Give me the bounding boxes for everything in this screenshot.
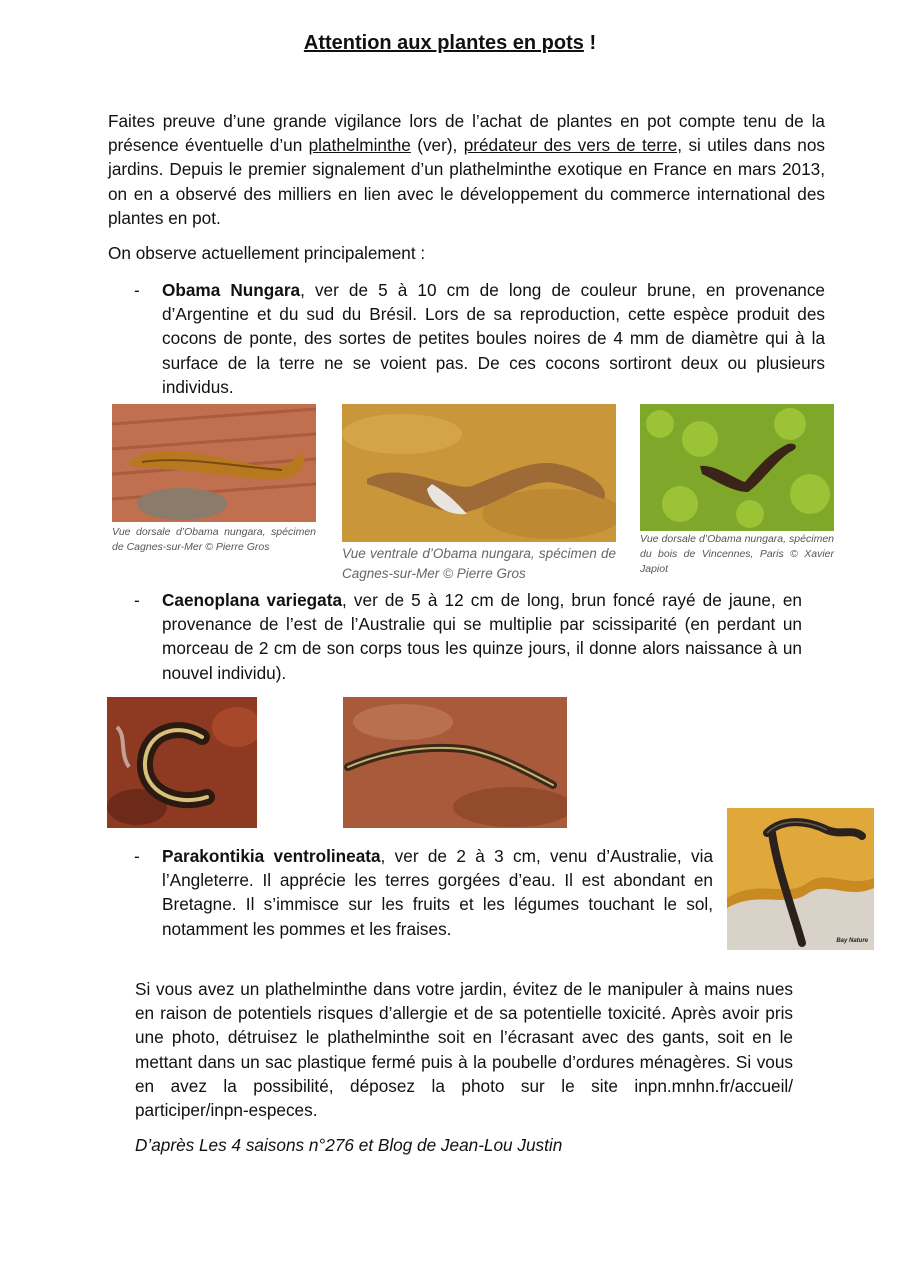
- bullet-dash: -: [134, 846, 140, 866]
- photo-obama-ventral: [342, 404, 616, 542]
- species-caenoplana-variegata: [162, 588, 802, 685]
- intro-term-plathelminthe: plathelminthe: [308, 135, 411, 156]
- page-title-suffix: !: [583, 32, 597, 54]
- species-description: , ver de 5 à 10 cm de long de couleur brune, en provenance d’Argentine et du sud du Brésil. Lors de sa reproduction, cette espèce produit des cocons de ponte, des sortes de petites boules noires de 4 mm de diamètre qui à la surface de la terre ne se voient pas. De ces cocons sortiront deux ou plusieurs individus.: [162, 280, 825, 397]
- photo-parakontikia: [727, 808, 874, 950]
- intro-text-3: si utiles dans nos jardins. Depuis le premier signalement d’un plathelminthe exotique en France en mars 2013, on en a observé des milliers en lien avec le développement du commerce international des plantes en pot.: [108, 135, 826, 228]
- species-name: Caenoplana variegata: [162, 590, 343, 610]
- species-name: Parakontikia ventrolineata: [162, 846, 381, 866]
- photo-obama-dorsal-2: [640, 404, 834, 531]
- caption-photo-2: Vue ventrale d’Obama nungara, spécimen de Cagnes-sur-Mer © Pierre Gros: [342, 546, 616, 581]
- caption-photo-3: Vue dorsale d’Obama nungara, spécimen du bois de Vincennes, Paris © Xavier Japiot: [640, 533, 834, 575]
- species-obama-nungara: [162, 278, 825, 399]
- page-title: [0, 32, 900, 55]
- photo-obama-dorsal-1: [112, 404, 316, 522]
- photo-caenoplana-coiled: [107, 697, 257, 828]
- observe-line: On observe actuellement principalement :: [108, 243, 426, 263]
- photo-caenoplana-straight: [343, 697, 567, 828]
- species-description: , ver de 2 à 3 cm, venu d’Australie, via l’Angleterre. Il apprécie les terres gorgées d’eau. Il est abondant en Bretagne. Il s’immisce sur les fruits et les légumes touchant le sol, notamment les pommes et les fraises.: [162, 846, 713, 939]
- page-title-main: Attention aux plantes en pots: [303, 32, 584, 54]
- intro-paragraph: [108, 109, 825, 230]
- caption-photo-1: Vue dorsale d’Obama nungara, spécimen de Cagnes-sur-Mer © Pierre Gros: [112, 526, 316, 553]
- intro-term-predateur: prédateur des vers de terre,: [463, 135, 683, 156]
- bullet-dash: -: [134, 280, 140, 300]
- advice-paragraph: Si vous avez un plathelminthe dans votre jardin, évitez de le manipuler à mains nues en raison de potentiels risques d’allergie et de sa potentielle toxicité. Après avoir pris une photo, détruisez le plathelminthe soit en l’écrasant avec des gants, soit en le mettant dans un sac plastique fermé puis à la poubelle d’ordures ménagères. Si vous en avez la possibilité, déposez la photo sur le site inpn.mnhn.fr/accueil/ participer/inpn-especes.: [135, 979, 793, 1121]
- photo-watermark: Bay Nature: [836, 938, 868, 944]
- species-name: Obama Nungara: [162, 280, 301, 300]
- source-line: D’après Les 4 saisons n°276 et Blog de Jean-Lou Justin: [135, 1135, 563, 1155]
- bullet-dash: -: [134, 590, 140, 610]
- species-parakontikia-ventrolineata: [162, 844, 713, 941]
- intro-text-2: (ver),: [410, 135, 464, 156]
- species-description: , ver de 5 à 12 cm de long, brun foncé rayé de jaune, en provenance de l’est de l’Australie qui se multiplie par scissiparité (en perdant un morceau de 2 cm de son corps tous les quinze jours, il donne alors naissance à un nouvel individu).: [162, 590, 802, 683]
- intro-text-1: Faites preuve d’une grande vigilance lors de l’achat de plantes en pot compte tenu de la présence éventuelle d’un: [108, 111, 825, 156]
